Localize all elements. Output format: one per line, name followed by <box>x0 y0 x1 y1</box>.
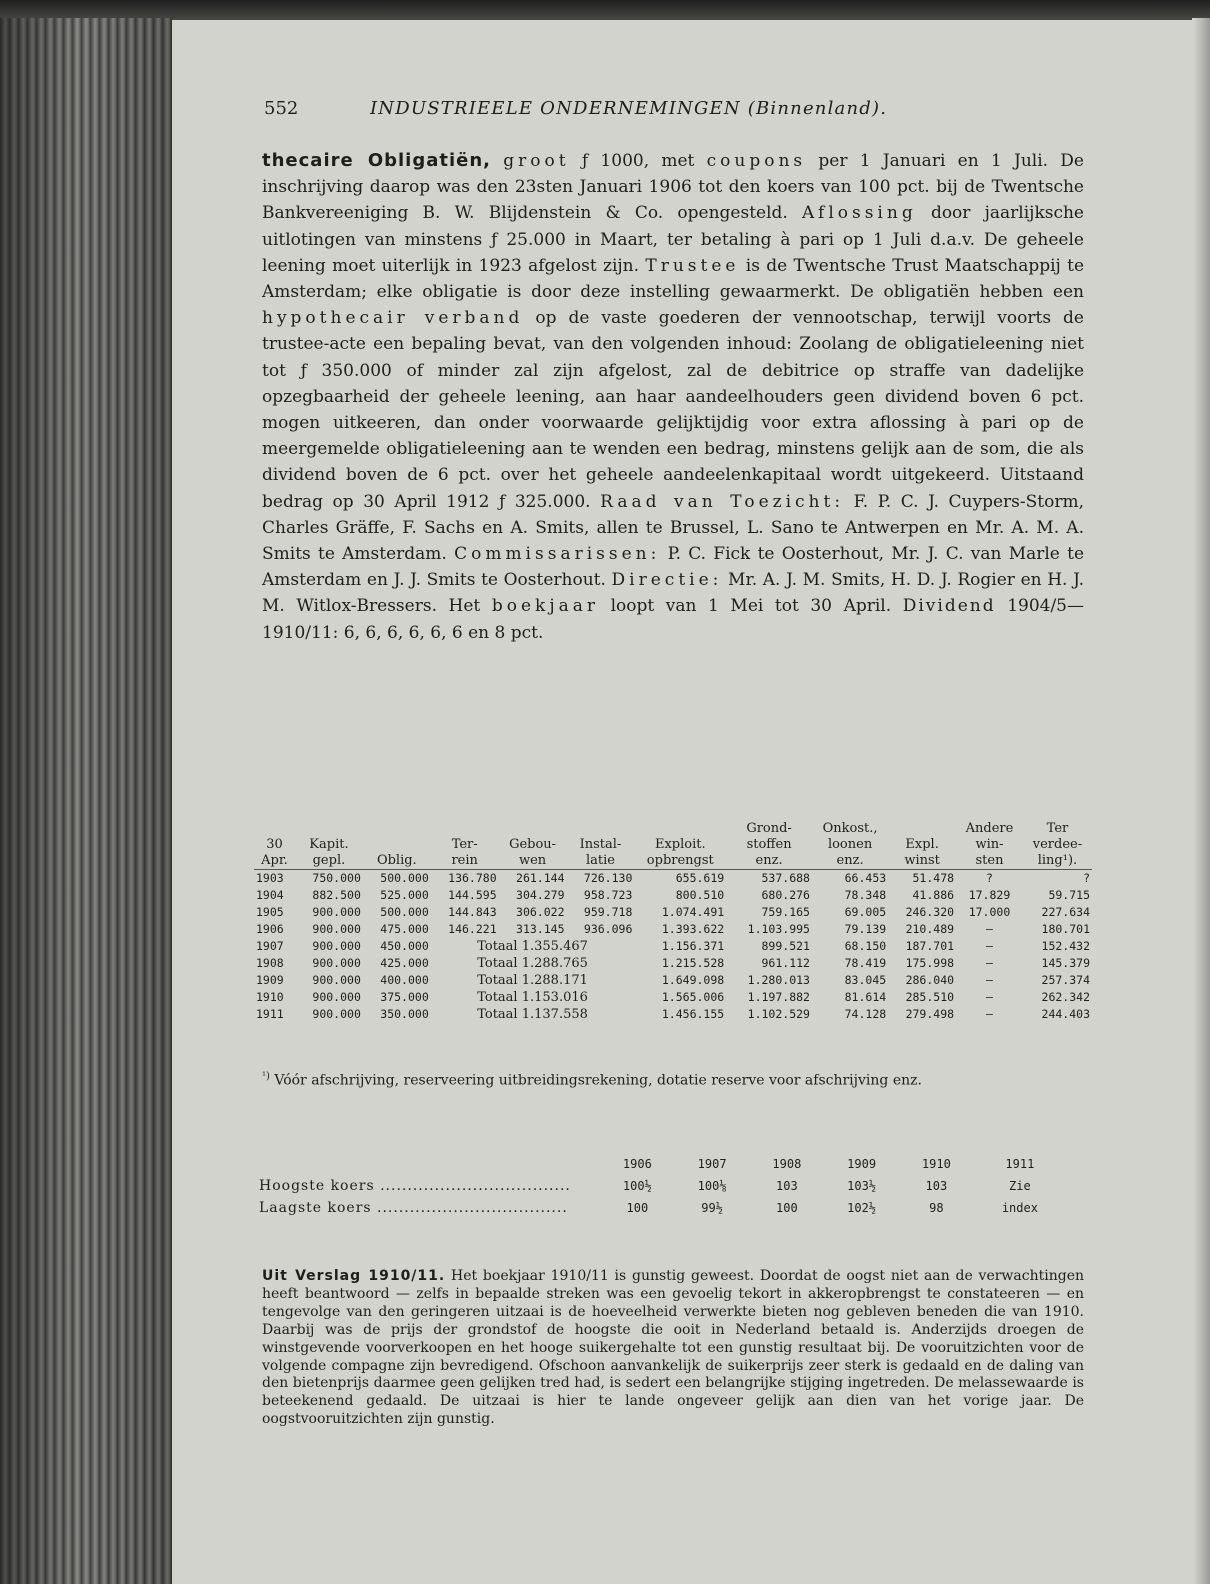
table-header-row: Apr. gepl. Oblig. rein wen latie opbrengst enz. enz. winst sten ling¹). <box>254 853 1092 870</box>
hypothecair-label: hypothecair verband <box>262 308 524 329</box>
table-row <box>254 972 1092 989</box>
table-cell: 313.145 <box>516 922 565 936</box>
table-cell: 69.005 <box>844 905 887 919</box>
table-cell: 74.128 <box>844 1007 887 1021</box>
footnote: $^{^1)}$ Vóór afschrijving, reserveering uitbreidingsrekening, dotatie reserve voor afschrijving enz. <box>262 1071 922 1089</box>
table-cell: 726.130 <box>583 871 633 885</box>
table-cell: 1910 <box>256 990 284 1004</box>
table-cell: 187.701 <box>905 939 955 953</box>
book-edge-shadow <box>0 18 172 1584</box>
running-title: INDUSTRIEELE ONDERNEMINGEN (Binnenland). <box>370 98 888 119</box>
table-cell: 1905 <box>256 905 284 919</box>
table-cell: 958.723 <box>583 888 633 902</box>
table-cell: 1904 <box>256 888 284 902</box>
table-cell: 400.000 <box>380 973 429 987</box>
table-cell: 78.348 <box>844 888 887 902</box>
aflossing-label: Aflossing <box>802 203 917 224</box>
table-row <box>254 989 1092 1006</box>
raad-label: Raad van Toezicht: <box>600 491 845 512</box>
table-cell: 525.000 <box>380 888 429 902</box>
table-cell: 210.489 <box>905 922 955 936</box>
table-cell: Totaal 1.153.016 <box>477 990 588 1005</box>
table-cell: 244.403 <box>1041 1007 1090 1021</box>
table-cell: 261.144 <box>516 871 565 885</box>
table-cell: 425.000 <box>380 956 429 970</box>
table-cell: 1.215.528 <box>661 956 725 970</box>
table-cell: 83.045 <box>844 973 887 987</box>
table-cell: 17.000 <box>968 905 1011 919</box>
koers-laagste-row: Laagste koers ................................... 100 99½ 100 102½ 98 index <box>259 1200 1038 1216</box>
scan-top-edge <box>0 0 1210 22</box>
table-cell: Totaal 1.137.558 <box>477 1007 588 1022</box>
table-cell: 1.280.013 <box>747 973 810 987</box>
table-cell: 41.886 <box>912 888 955 902</box>
table-cell: 1909 <box>256 973 284 987</box>
boekjaar-label: boekjaar <box>491 596 599 617</box>
table-cell: 152.432 <box>1041 939 1090 953</box>
financial-table <box>254 821 1092 1023</box>
table-cell: Totaal 1.288.765 <box>477 956 588 971</box>
koers-year-row: 1906 1907 1908 1909 1910 1911 <box>622 1157 1035 1171</box>
table-cell: 1907 <box>256 939 284 953</box>
table-cell: 759.165 <box>761 905 810 919</box>
table-cell: 78.419 <box>844 956 887 970</box>
table-cell: 961.112 <box>761 956 810 970</box>
table-cell: 1.197.882 <box>747 990 810 1004</box>
table-row <box>254 955 1092 972</box>
lead-term: thecaire Obligatiën, <box>262 150 492 171</box>
table-cell: 1906 <box>256 922 284 936</box>
table-cell: — <box>986 990 993 1004</box>
table-row <box>254 870 1092 888</box>
table-cell: 500.000 <box>380 905 429 919</box>
table-cell: 68.150 <box>844 939 887 953</box>
table-cell: — <box>986 922 993 936</box>
table-cell: 59.715 <box>1048 888 1090 902</box>
table-cell: 262.342 <box>1041 990 1090 1004</box>
table-cell: 1903 <box>256 871 284 885</box>
table-cell: Totaal 1.355.467 <box>477 939 588 954</box>
table-cell: 1.102.529 <box>747 1007 810 1021</box>
table-cell: — <box>986 956 993 970</box>
table-cell: 900.000 <box>312 905 361 919</box>
table-row <box>254 938 1092 955</box>
table-cell: 306.022 <box>516 905 565 919</box>
table-cell: 500.000 <box>380 871 429 885</box>
table-header-row: 30 Kapit. Ter- Gebou- Instal- Exploit. stoffen loonen Expl. win- verdee- <box>266 837 1083 852</box>
table-cell: 81.614 <box>844 990 887 1004</box>
table-cell: 246.320 <box>905 905 955 919</box>
table-cell: 375.000 <box>380 990 429 1004</box>
table-header-row: Grond- Onkost., Andere Ter <box>746 821 1069 836</box>
table-cell: 1.074.491 <box>661 905 725 919</box>
table-cell: 900.000 <box>312 1007 361 1021</box>
koers-hoogste-row: Hoogste koers ................................... 100½ 100⅛ 103 103½ 103 Zie <box>259 1178 1031 1194</box>
table-cell: 175.998 <box>905 956 955 970</box>
table-cell: 1.649.098 <box>661 973 725 987</box>
page-number: 552 <box>264 98 299 119</box>
table-cell: 475.000 <box>380 922 429 936</box>
main-paragraph: thecaire Obligatiën, groot ƒ 1000, met coupons per 1 Januari en 1 Juli. De inschrijving daarop was den 23sten Januari 1906 tot den koers van 100 pct. bij de Twentsche Bankvereeniging B. W. Blijdenstein & Co. opengesteld. Aflossing door jaarlijksche uitlotingen van minstens ƒ 25.000 in Maart, ter betaling à pari op 1 Juli d.a.v. De geheele leening moet uiterlijk in 1923 afgelost zijn. Trustee is de Twentsche Trust Maatschappij te Amsterdam; elke obligatie is door deze instelling gewaarmerkt. De obligatiën hebben een hypothecair verband op de vaste goederen der vennootschap, terwijl voorts de trustee-acte een bepaling bevat, van den volgenden inhoud: Zoolang de obligatieleening niet tot ƒ 350.000 of minder zal zijn afgelost, zal de debitrice op straffe van dadelijke opzegbaarheid der geheele leening, aan haar aandeelhouders geen dividend boven 6 pct. mogen uitkeeren, dan onder voorwaarde gelijktijdig voor extra aflossing à pari op de meergemelde obligatieleening aan te wenden een bedrag, minstens gelijk aan de som, die als dividend boven de 6 pct. over het geheele aandeelenkapitaal wordt uitgekeerd. Uitstaand bedrag op 30 April 1912 ƒ 325.000. Raad van Toezicht: F. P. C. J. Cuypers-Storm, Charles Gräffe, F. Sachs en A. Smits, allen te Brussel, L. Sano te Antwerpen en Mr. A. M. A. Smits te Amsterdam. Commissarissen: P. C. Fick te Oosterhout, Mr. J. C. van Marle te Amsterdam en J. J. Smits te Oosterhout. Directie: Mr. A. J. M. Smits, H. D. J. Rogier en H. J. M. Witlox-Bressers. Het boekjaar loopt van 1 Mei tot 30 April. Dividend 1904/5—1910/11: 6, 6, 6, 6, 6, 6 en 8 pct. <box>262 150 1085 643</box>
table-cell: 899.521 <box>761 939 810 953</box>
table-cell: 900.000 <box>312 922 361 936</box>
table-cell: 285.510 <box>905 990 955 1004</box>
table-cell: 450.000 <box>380 939 429 953</box>
table-row <box>254 921 1092 938</box>
financial-table-body <box>254 870 1092 1024</box>
table-cell: 1.103.995 <box>747 922 810 936</box>
table-cell: 286.040 <box>905 973 955 987</box>
scan-right-edge <box>1192 18 1210 1584</box>
table-cell: 900.000 <box>312 956 361 970</box>
table-cell: 655.619 <box>675 871 725 885</box>
table-cell: Totaal 1.288.171 <box>477 973 588 988</box>
table-cell: 900.000 <box>312 990 361 1004</box>
table-row <box>254 887 1092 904</box>
table-cell: 144.595 <box>448 888 497 902</box>
table-cell: 51.478 <box>912 871 955 885</box>
table-cell: ? <box>986 871 993 885</box>
table-cell: 79.139 <box>844 922 887 936</box>
verslag-lead: Uit Verslag 1910/11. <box>262 1268 446 1284</box>
table-row <box>254 904 1092 921</box>
table-cell: 1.156.371 <box>661 939 725 953</box>
koers-table <box>258 1153 1066 1219</box>
table-cell: 537.688 <box>761 871 810 885</box>
table-cell: 900.000 <box>312 973 361 987</box>
directie-label: Directie: <box>611 570 723 591</box>
table-cell: 882.500 <box>312 888 361 902</box>
table-cell: 1.565.006 <box>661 990 725 1004</box>
table-cell: 680.276 <box>761 888 810 902</box>
table-cell: — <box>986 1007 993 1021</box>
table-cell: 227.634 <box>1041 905 1090 919</box>
table-cell: 180.701 <box>1041 922 1090 936</box>
table-cell: 145.379 <box>1041 956 1090 970</box>
company-description <box>262 148 1084 646</box>
table-cell: ? <box>1083 871 1090 885</box>
table-cell: 1.456.155 <box>661 1007 725 1021</box>
verslag-paragraph: Uit Verslag 1910/11. Het boekjaar 1910/11 is gunstig geweest. Doordat de oogst niet aan de verwachtingen heeft beantwoord — zelfs in bepaalde streken was een gevoelig tekort in akkeropbrengst te constateeren — en tengevolge van den geringeren uitzaai is de hoeveelheid verwerkte bieten nog gebleven beneden die van 1910. Daarbij was de prijs der grondstof de hoogste die ooit in Nederland betaald is. Anderzijds droegen de winstgevende voorverkoopen en het hooge suikergehalte tot een gunstig resultaat bij. De vooruitzichten voor de volgende compagne zijn bevredigend. Ofschoon aanvankelijk de suikerprijs zeer sterk is gedaald en de daling van den bietenprijs daarmee geen gelijken tred had, is sedert een belangrijke stijging ingetreden. De melassewaarde is beteekenend gedaald. De uitzaai is hier te lande ongeveer gelijk aan dien van het vorige jaar. De oogstvooruitzichten zijn gunstig. <box>262 1268 1084 1428</box>
table-cell: 1.393.622 <box>661 922 725 936</box>
dividend-label: Dividend <box>902 596 996 617</box>
table-cell: 257.374 <box>1041 973 1090 987</box>
table-cell: 750.000 <box>312 871 361 885</box>
table-cell: 350.000 <box>380 1007 429 1021</box>
trustee-label: Trustee <box>645 255 740 276</box>
table-cell: 304.279 <box>516 888 565 902</box>
table-cell: 959.718 <box>583 905 633 919</box>
commissarissen-label: Commissarissen: <box>454 544 661 565</box>
table-cell: — <box>986 973 993 987</box>
table-cell: 900.000 <box>312 939 361 953</box>
table-cell: 279.498 <box>905 1007 955 1021</box>
table-row <box>254 1006 1092 1023</box>
table-cell: 17.829 <box>968 888 1011 902</box>
table-cell: — <box>986 939 993 953</box>
table-cell: 1908 <box>256 956 284 970</box>
table-cell: 144.843 <box>448 905 497 919</box>
table-cell: 1911 <box>256 1007 284 1021</box>
table-cell: 936.096 <box>583 922 633 936</box>
table-cell: 66.453 <box>844 871 887 885</box>
table-cell: 800.510 <box>675 888 725 902</box>
table-cell: 136.780 <box>448 871 497 885</box>
table-cell: 146.221 <box>448 922 497 936</box>
